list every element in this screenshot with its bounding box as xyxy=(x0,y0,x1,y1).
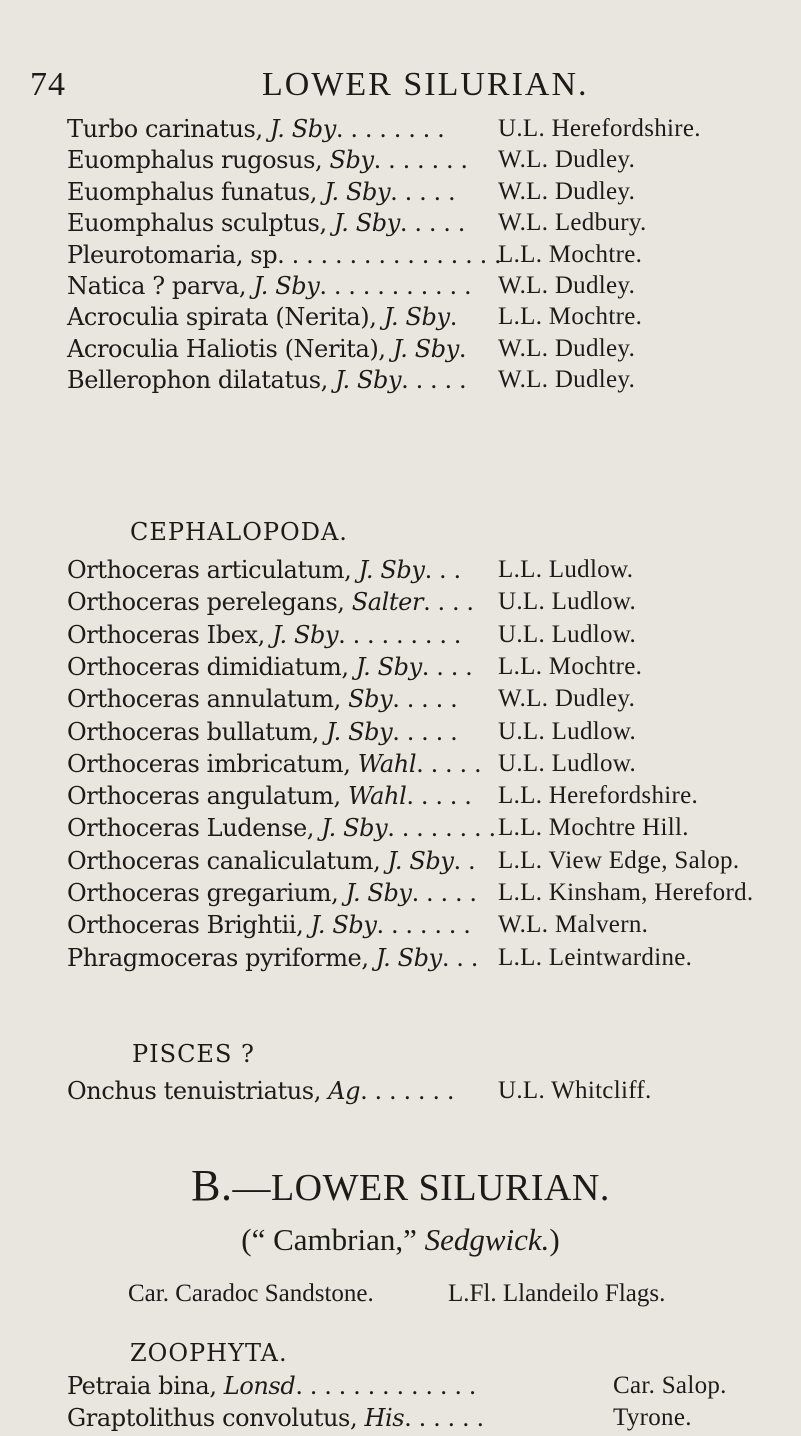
author-abbrev: J. Sby xyxy=(253,272,320,300)
author-abbrev: Sby xyxy=(329,146,374,175)
leader-dots: . . xyxy=(453,846,476,875)
species-name xyxy=(67,143,468,177)
species-entry xyxy=(67,747,787,781)
species-entry xyxy=(67,618,787,652)
locality: L.L. Herefordshire. xyxy=(498,782,699,810)
locality: U.L. Ludlow. xyxy=(498,620,637,648)
leader-dots: . . . . . . . xyxy=(360,1077,455,1105)
leader-dots: . . . . . xyxy=(392,685,458,714)
author-abbrev: J. Sby xyxy=(392,334,459,363)
author-abbrev: Salter xyxy=(351,588,424,617)
genus-species: Orthoceras canaliculatum, xyxy=(67,846,388,875)
species-entry xyxy=(67,1074,787,1108)
genus-species: Orthoceras bullatum, xyxy=(67,717,327,746)
genus-species: Euomphalus rugosus, xyxy=(67,146,330,175)
species-name xyxy=(67,650,472,684)
locality: L.L. Kinsham, Hereford. xyxy=(498,879,754,906)
locality: W.L. Dudley. xyxy=(498,272,636,299)
leader-dots: . . . . . . . xyxy=(373,146,468,175)
author-abbrev: J. Sby xyxy=(335,366,402,395)
genus-species: Euomphalus sculptus, xyxy=(67,209,334,238)
species-name xyxy=(67,747,481,781)
author-abbrev: Wahl xyxy=(357,749,417,778)
species-name xyxy=(67,715,457,749)
author-abbrev: J. Sby xyxy=(269,115,336,143)
locality: W.L. Dudley. xyxy=(498,366,636,394)
species-name xyxy=(67,779,471,813)
division-subtitle xyxy=(0,1222,801,1258)
author-abbrev: Wahl xyxy=(347,782,407,811)
author-abbrev: J. Sby xyxy=(324,177,391,206)
species-entry xyxy=(67,238,787,272)
species-name xyxy=(67,175,455,209)
leader-dots: . . . . . xyxy=(406,782,472,811)
species-name xyxy=(67,618,461,652)
section-heading-zoophyta: ZOOPHYTA. xyxy=(130,1339,288,1367)
species-name xyxy=(67,1401,484,1435)
species-entry xyxy=(67,941,787,975)
genus-species: Petraia bina, xyxy=(67,1372,224,1400)
species-name xyxy=(67,332,466,366)
locality: U.L. Ludlow. xyxy=(498,749,637,777)
species-entry xyxy=(67,876,787,910)
genus-species: Orthoceras Ludense, xyxy=(67,814,322,843)
species-entry xyxy=(67,1369,787,1403)
genus-species: Orthoceras angulatum, xyxy=(67,782,348,811)
author-abbrev: J. Sby xyxy=(326,717,393,746)
species-entry xyxy=(67,300,787,334)
species-name xyxy=(67,269,471,303)
species-name xyxy=(67,811,496,845)
author-abbrev: J. Sby xyxy=(310,911,377,940)
leader-dots: . . . xyxy=(441,943,478,972)
species-name xyxy=(67,112,444,146)
genus-species: Natica ? parva, xyxy=(67,272,254,300)
locality: L.L. Ludlow. xyxy=(498,556,634,583)
species-entry xyxy=(67,715,787,749)
genus-species: Acroculia Haliotis (Nerita), xyxy=(67,334,393,363)
author-abbrev: Lonsd xyxy=(223,1372,296,1400)
species-name xyxy=(67,553,461,587)
locality: U.L. Ludlow. xyxy=(498,717,637,745)
species-entry xyxy=(67,206,787,240)
species-entry xyxy=(67,1401,787,1435)
leader-dots: . . . . . . . xyxy=(376,911,471,940)
locality: W.L. Dudley. xyxy=(498,146,636,174)
genus-species: Orthoceras annulatum, xyxy=(67,685,349,714)
leader-dots: . . . . . xyxy=(399,209,465,238)
genus-species: Pleurotomaria, sp xyxy=(67,240,278,269)
author-abbrev: J. Sby xyxy=(375,943,442,972)
author-abbrev: J. Sby xyxy=(333,209,400,238)
locality: W.L. Dudley. xyxy=(498,334,636,362)
genus-species: Onchus tenuistriatus, xyxy=(67,1077,329,1105)
page-number: 74 xyxy=(30,66,66,103)
leader-dots: . . . . . . . . . . . . . . . . xyxy=(277,240,502,269)
division-letter: B. xyxy=(191,1161,233,1210)
genus-species: Bellerophon dilatatus, xyxy=(67,366,336,395)
genus-species: Phragmoceras pyriforme, xyxy=(67,943,376,972)
leader-dots: . . . . xyxy=(423,588,474,617)
genus-species: Orthoceras perelegans, xyxy=(67,588,352,617)
division-title-text: —LOWER SILURIAN. xyxy=(232,1167,610,1209)
genus-species: Orthoceras imbricatum, xyxy=(67,749,358,778)
subtitle-close: ) xyxy=(549,1222,560,1257)
abbrev-llandeilo: L.Fl. Llandeilo Flags. xyxy=(448,1280,666,1307)
genus-species: Turbo carinatus, xyxy=(67,115,270,143)
genus-species: Graptolithus convolutus, xyxy=(67,1404,365,1432)
locality: L.L. Mochtre. xyxy=(498,652,643,680)
species-name xyxy=(67,682,457,716)
locality: U.L. Ludlow. xyxy=(498,588,637,616)
abbrev-caradoc: Car. Caradoc Sandstone. xyxy=(128,1280,374,1307)
genus-species: Orthoceras articulatum, xyxy=(67,556,359,584)
locality: W.L. Dudley. xyxy=(498,177,636,205)
species-name xyxy=(67,941,478,975)
species-name xyxy=(67,206,465,240)
author-abbrev: J. Sby xyxy=(272,620,339,649)
species-entry xyxy=(67,332,787,366)
section-heading-cephalopoda: CEPHALOPODA. xyxy=(130,518,348,546)
locality: U.L. Whitcliff. xyxy=(498,1077,652,1104)
genus-species: Euomphalus funatus, xyxy=(67,177,325,206)
species-entry xyxy=(67,682,787,716)
subtitle-author: Sedgwick. xyxy=(424,1222,550,1257)
leader-dots: . . . . . . . . . xyxy=(338,620,462,649)
locality: Car. Salop. xyxy=(613,1372,727,1399)
author-abbrev: J. Sby xyxy=(355,652,422,681)
section-heading-pisces: PISCES ? xyxy=(132,1040,255,1068)
author-abbrev: Ag xyxy=(328,1077,361,1105)
species-entry xyxy=(67,811,787,845)
locality: W.L. Malvern. xyxy=(498,911,649,939)
locality: U.L. Herefordshire. xyxy=(498,115,701,142)
leader-dots: . . . . . xyxy=(411,879,477,907)
author-abbrev: J. Sby xyxy=(383,303,450,332)
locality: L.L. Mochtre. xyxy=(498,240,643,268)
leader-dots: . . . . . xyxy=(390,177,456,206)
species-entry xyxy=(67,553,787,587)
species-entry xyxy=(67,143,787,177)
leader-dots: . . . xyxy=(424,556,461,584)
species-name xyxy=(67,908,471,942)
leader-dots: . xyxy=(458,334,467,363)
leader-dots: . xyxy=(449,303,457,332)
species-name xyxy=(67,300,457,334)
leader-dots: . . . . . xyxy=(401,366,467,395)
leader-dots: . . . . . . . . xyxy=(335,115,445,143)
leader-dots: . . . . xyxy=(421,652,473,681)
species-entry xyxy=(67,585,787,619)
species-entry xyxy=(67,112,787,146)
leader-dots: . . . . . . . . . . . . . xyxy=(295,1372,477,1400)
leader-dots: . . . . . . . . . . . xyxy=(319,272,472,300)
genus-species: Orthoceras Brightii, xyxy=(67,911,311,940)
genus-species: Orthoceras dimidiatum, xyxy=(67,652,356,681)
division-title xyxy=(0,1160,801,1211)
running-head xyxy=(0,66,801,106)
species-entry xyxy=(67,650,787,684)
species-entry xyxy=(67,269,787,303)
leader-dots: . . . . . xyxy=(392,717,458,746)
species-entry xyxy=(67,908,787,942)
leader-dots: . . . . . xyxy=(416,749,482,778)
species-entry xyxy=(67,844,787,878)
author-abbrev: J. Sby xyxy=(345,879,412,907)
species-name xyxy=(67,238,501,272)
leader-dots: . . . . . . . . xyxy=(387,814,496,843)
author-abbrev: J. Sby xyxy=(358,556,425,584)
species-name xyxy=(67,1369,476,1403)
species-name xyxy=(67,363,466,397)
genus-species: Orthoceras gregarium, xyxy=(67,879,346,907)
locality: L.L. Mochtre Hill. xyxy=(498,814,689,842)
species-entry xyxy=(67,175,787,209)
locality: W.L. Ledbury. xyxy=(498,209,647,237)
running-title: LOWER SILURIAN. xyxy=(262,66,589,103)
locality: L.L. View Edge, Salop. xyxy=(498,846,740,874)
species-name xyxy=(67,1074,454,1108)
species-name xyxy=(67,844,475,878)
species-entry xyxy=(67,779,787,813)
author-abbrev: Sby xyxy=(348,685,393,714)
leader-dots: . . . . . . xyxy=(404,1404,484,1432)
author-abbrev: J. Sby xyxy=(321,814,388,843)
locality: W.L. Dudley. xyxy=(498,685,636,713)
genus-species: Acroculia spirata (Nerita), xyxy=(67,303,384,332)
species-name xyxy=(67,876,477,910)
locality: L.L. Mochtre. xyxy=(498,303,643,331)
locality: L.L. Leintwardine. xyxy=(498,943,693,971)
genus-species: Orthoceras Ibex, xyxy=(67,620,273,649)
locality: Tyrone. xyxy=(613,1404,692,1431)
species-name xyxy=(67,585,474,619)
author-abbrev: His xyxy=(364,1404,405,1432)
species-entry xyxy=(67,363,787,397)
subtitle-open: (“ Cambrian,” xyxy=(241,1222,425,1257)
author-abbrev: J. Sby xyxy=(387,846,454,875)
